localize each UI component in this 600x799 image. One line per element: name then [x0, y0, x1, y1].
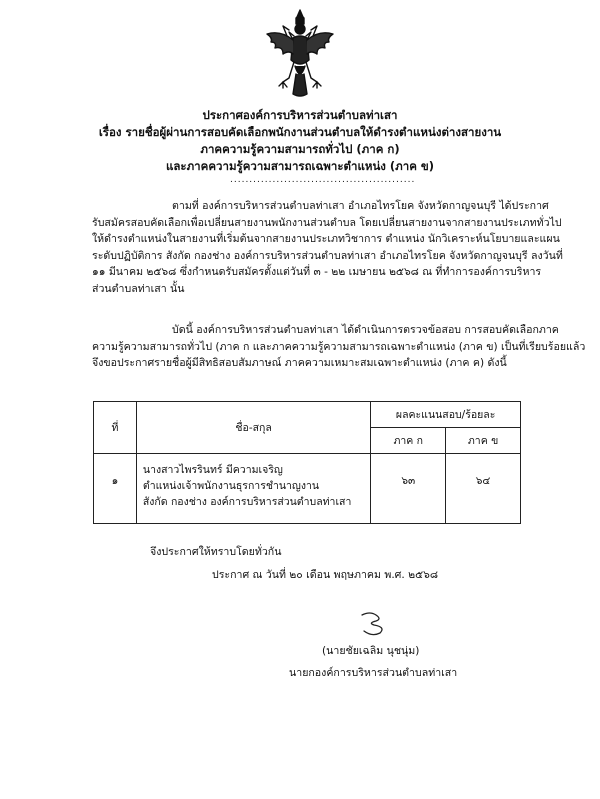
paragraph-line: ให้ดำรงตำแหน่งในสายงานที่เริ่มต้นจากสายงานประเภทวิชาการ ตำแหน่ง นักวิเคราะห์นโยบายและแผน — [92, 233, 560, 246]
announcement-title: ประกาศองค์การบริหารส่วนตำบลท่าเสา — [202, 108, 398, 122]
candidate-name: นางสาวไพรรินทร์ มีความเจริญ — [142, 464, 283, 476]
header-score: ผลคะแนนสอบ/ร้อยละ — [371, 402, 521, 428]
announcement-subject: เรื่อง รายชื่อผู้ผ่านการสอบคัดเลือกพนักงานส่วนตำบลให้ดำรงตำแหน่งต่างสายงาน — [98, 125, 502, 139]
announcement-part-a: ภาคความรู้ความสามารถทั่วไป (ภาค ก) — [200, 142, 400, 156]
paragraph-background — [92, 198, 563, 298]
paragraph-line: รับสมัครสอบคัดเลือกเพื่อเปลี่ยนสายงานพนักงานส่วนตำบล โดยเปลี่ยนสายงานจากสายงานประเภททั่วไป — [92, 216, 562, 229]
paragraph-line: ความรู้ความสามารถทั่วไป (ภาค ก และภาคความรู้ความสามารถเฉพาะตำแหน่ง (ภาค ข) เป็นที่เรียบร้อยแล้ว — [92, 340, 586, 353]
paragraph-line: จึงขอประกาศรายชื่อผู้มีสิทธิสอบสัมภาษณ์ ภาคความเหมาะสมเฉพาะตำแหน่ง (ภาค ค) ดังนี้ — [92, 357, 507, 370]
candidate-division: สังกัด กองช่าง องค์การบริหารส่วนตำบลท่าเสา — [142, 496, 352, 508]
row-number: ๑ — [94, 454, 137, 524]
header-name: ชื่อ-สกุล — [136, 402, 370, 454]
closing-date: ประกาศ ณ วันที่ ๒๐ เดือน พฤษภาคม พ.ศ. ๒๕๖๘ — [212, 569, 439, 581]
row-score-a: ๖๓ — [371, 454, 446, 524]
row-name — [136, 454, 370, 524]
announcement-part-b: และภาคความรู้ความสามารถเฉพาะตำแหน่ง (ภาค ข) — [165, 159, 435, 173]
header-part-b: ภาค ข — [446, 428, 521, 454]
garuda-emblem-icon — [263, 8, 337, 100]
signer-name: (นายชัยเฉลิม นุชนุ่ม) — [322, 645, 420, 657]
signer-title: นายกองค์การบริหารส่วนตำบลท่าเสา — [289, 667, 458, 679]
results-table — [93, 401, 521, 524]
paragraph-line: ตามที่ องค์การบริหารส่วนตำบลท่าเสา อำเภอไทรโยค จังหวัดกาญจนบุรี ได้ประกาศ — [172, 200, 549, 212]
candidate-position: ตำแหน่งเจ้าพนักงานธุรการชำนาญงาน — [142, 480, 320, 492]
header-part-a: ภาค ก — [371, 428, 446, 454]
separator-dots: ................................................ — [230, 175, 416, 185]
paragraph-line: บัดนี้ องค์การบริหารส่วนตำบลท่าเสา ได้ดำเนินการตรวจข้อสอบ การสอบคัดเลือกภาค — [172, 324, 559, 336]
signature-icon — [356, 609, 390, 637]
row-score-b: ๖๔ — [446, 454, 521, 524]
paragraph-result — [92, 322, 585, 372]
table-row — [94, 454, 521, 524]
paragraph-line: ระดับปฏิบัติการ สังกัด กองช่าง องค์การบริหารส่วนตำบลท่าเสา อำเภอไทรโยค จังหวัดกาญจนบุรี ลงวันที่ — [92, 249, 563, 262]
paragraph-line: ๑๑ มีนาคม ๒๕๖๘ ซึ่งกำหนดรับสมัครตั้งแต่วันที่ ๓ - ๒๒ เมษายน ๒๕๖๘ ณ ที่ทำการองค์การบริหาร — [92, 266, 542, 279]
closing-announce: จึงประกาศให้ทราบโดยทั่วกัน — [150, 546, 282, 558]
header-number: ที่ — [94, 402, 137, 454]
paragraph-line: ส่วนตำบลท่าเสา นั้น — [92, 282, 185, 295]
